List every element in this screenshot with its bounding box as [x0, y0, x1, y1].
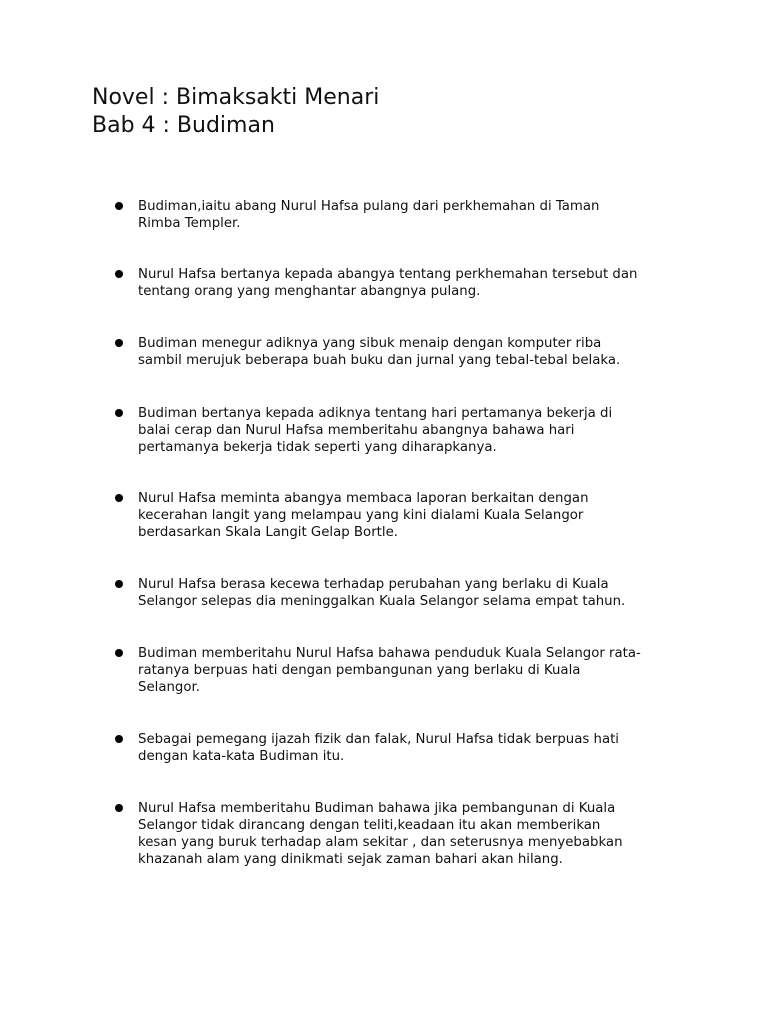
- bullet-dot-icon: [115, 804, 123, 812]
- bullet-item: [113, 335, 673, 369]
- bullet-item: [113, 645, 673, 696]
- summary-bullet-list: [113, 198, 673, 868]
- document-heading: [92, 84, 379, 140]
- bullet-text: Sebagai pemegang ijazah fizik dan falak, Nurul Hafsa tidak berpuas hati dengan kata-kata Budiman itu.: [138, 732, 620, 764]
- bullet-text: Budiman menegur adiknya yang sibuk menaip dengan komputer riba sambil merujuk beberapa buah buku dan jurnal yang tebal-tebal belaka.: [138, 336, 621, 368]
- bullet-dot-icon: [115, 339, 123, 347]
- bullet-text: Nurul Hafsa bertanya kepada abangya tentang perkhemahan tersebut dan tentang orang yang menghantar abangnya pulang.: [138, 267, 638, 299]
- bullet-dot-icon: [115, 735, 123, 743]
- bullet-dot-icon: [115, 409, 123, 417]
- bullet-dot-icon: [115, 580, 123, 588]
- novel-title: Novel : Bimaksakti Menari: [92, 85, 380, 110]
- bullet-item: [113, 731, 673, 765]
- bullet-item: [113, 490, 673, 541]
- bullet-dot-icon: [115, 494, 123, 502]
- bullet-item: [113, 266, 673, 300]
- bullet-text: Nurul Hafsa memberitahu Budiman bahawa jika pembangunan di Kuala Selangor tidak dirancang dengan teliti,keadaan itu akan memberikan kesan yang buruk terhadap alam sekitar , dan seterusnya menyebabkan khazanah alam yang dinikmati sejak zaman bahari akan hilang.: [138, 801, 623, 867]
- bullet-dot-icon: [115, 649, 123, 657]
- bullet-dot-icon: [115, 270, 123, 278]
- chapter-title: Bab 4 : Budiman: [92, 113, 275, 138]
- bullet-text: Nurul Hafsa meminta abangya membaca laporan berkaitan dengan kecerahan langit yang melampau yang kini dialami Kuala Selangor berdasarkan Skala Langit Gelap Bortle.: [138, 491, 589, 540]
- bullet-text: Budiman memberitahu Nurul Hafsa bahawa penduduk Kuala Selangor rata- ratanya berpuas hati dengan pembangunan yang berlaku di Kuala Selangor.: [138, 646, 641, 695]
- bullet-item: [113, 198, 673, 232]
- bullet-text: Budiman,iaitu abang Nurul Hafsa pulang dari perkhemahan di Taman Rimba Templer.: [138, 199, 600, 231]
- bullet-text: Budiman bertanya kepada adiknya tentang hari pertamanya bekerja di balai cerap dan Nurul Hafsa memberitahu abangnya bahawa hari pertamanya bekerja tidak seperti yang diharapkanya.: [138, 406, 613, 455]
- bullet-item: [113, 405, 673, 456]
- bullet-item: [113, 800, 673, 868]
- bullet-dot-icon: [115, 202, 123, 210]
- bullet-text: Nurul Hafsa berasa kecewa terhadap perubahan yang berlaku di Kuala Selangor selepas dia meninggalkan Kuala Selangor selama empat tahun.: [138, 577, 626, 609]
- bullet-item: [113, 576, 673, 610]
